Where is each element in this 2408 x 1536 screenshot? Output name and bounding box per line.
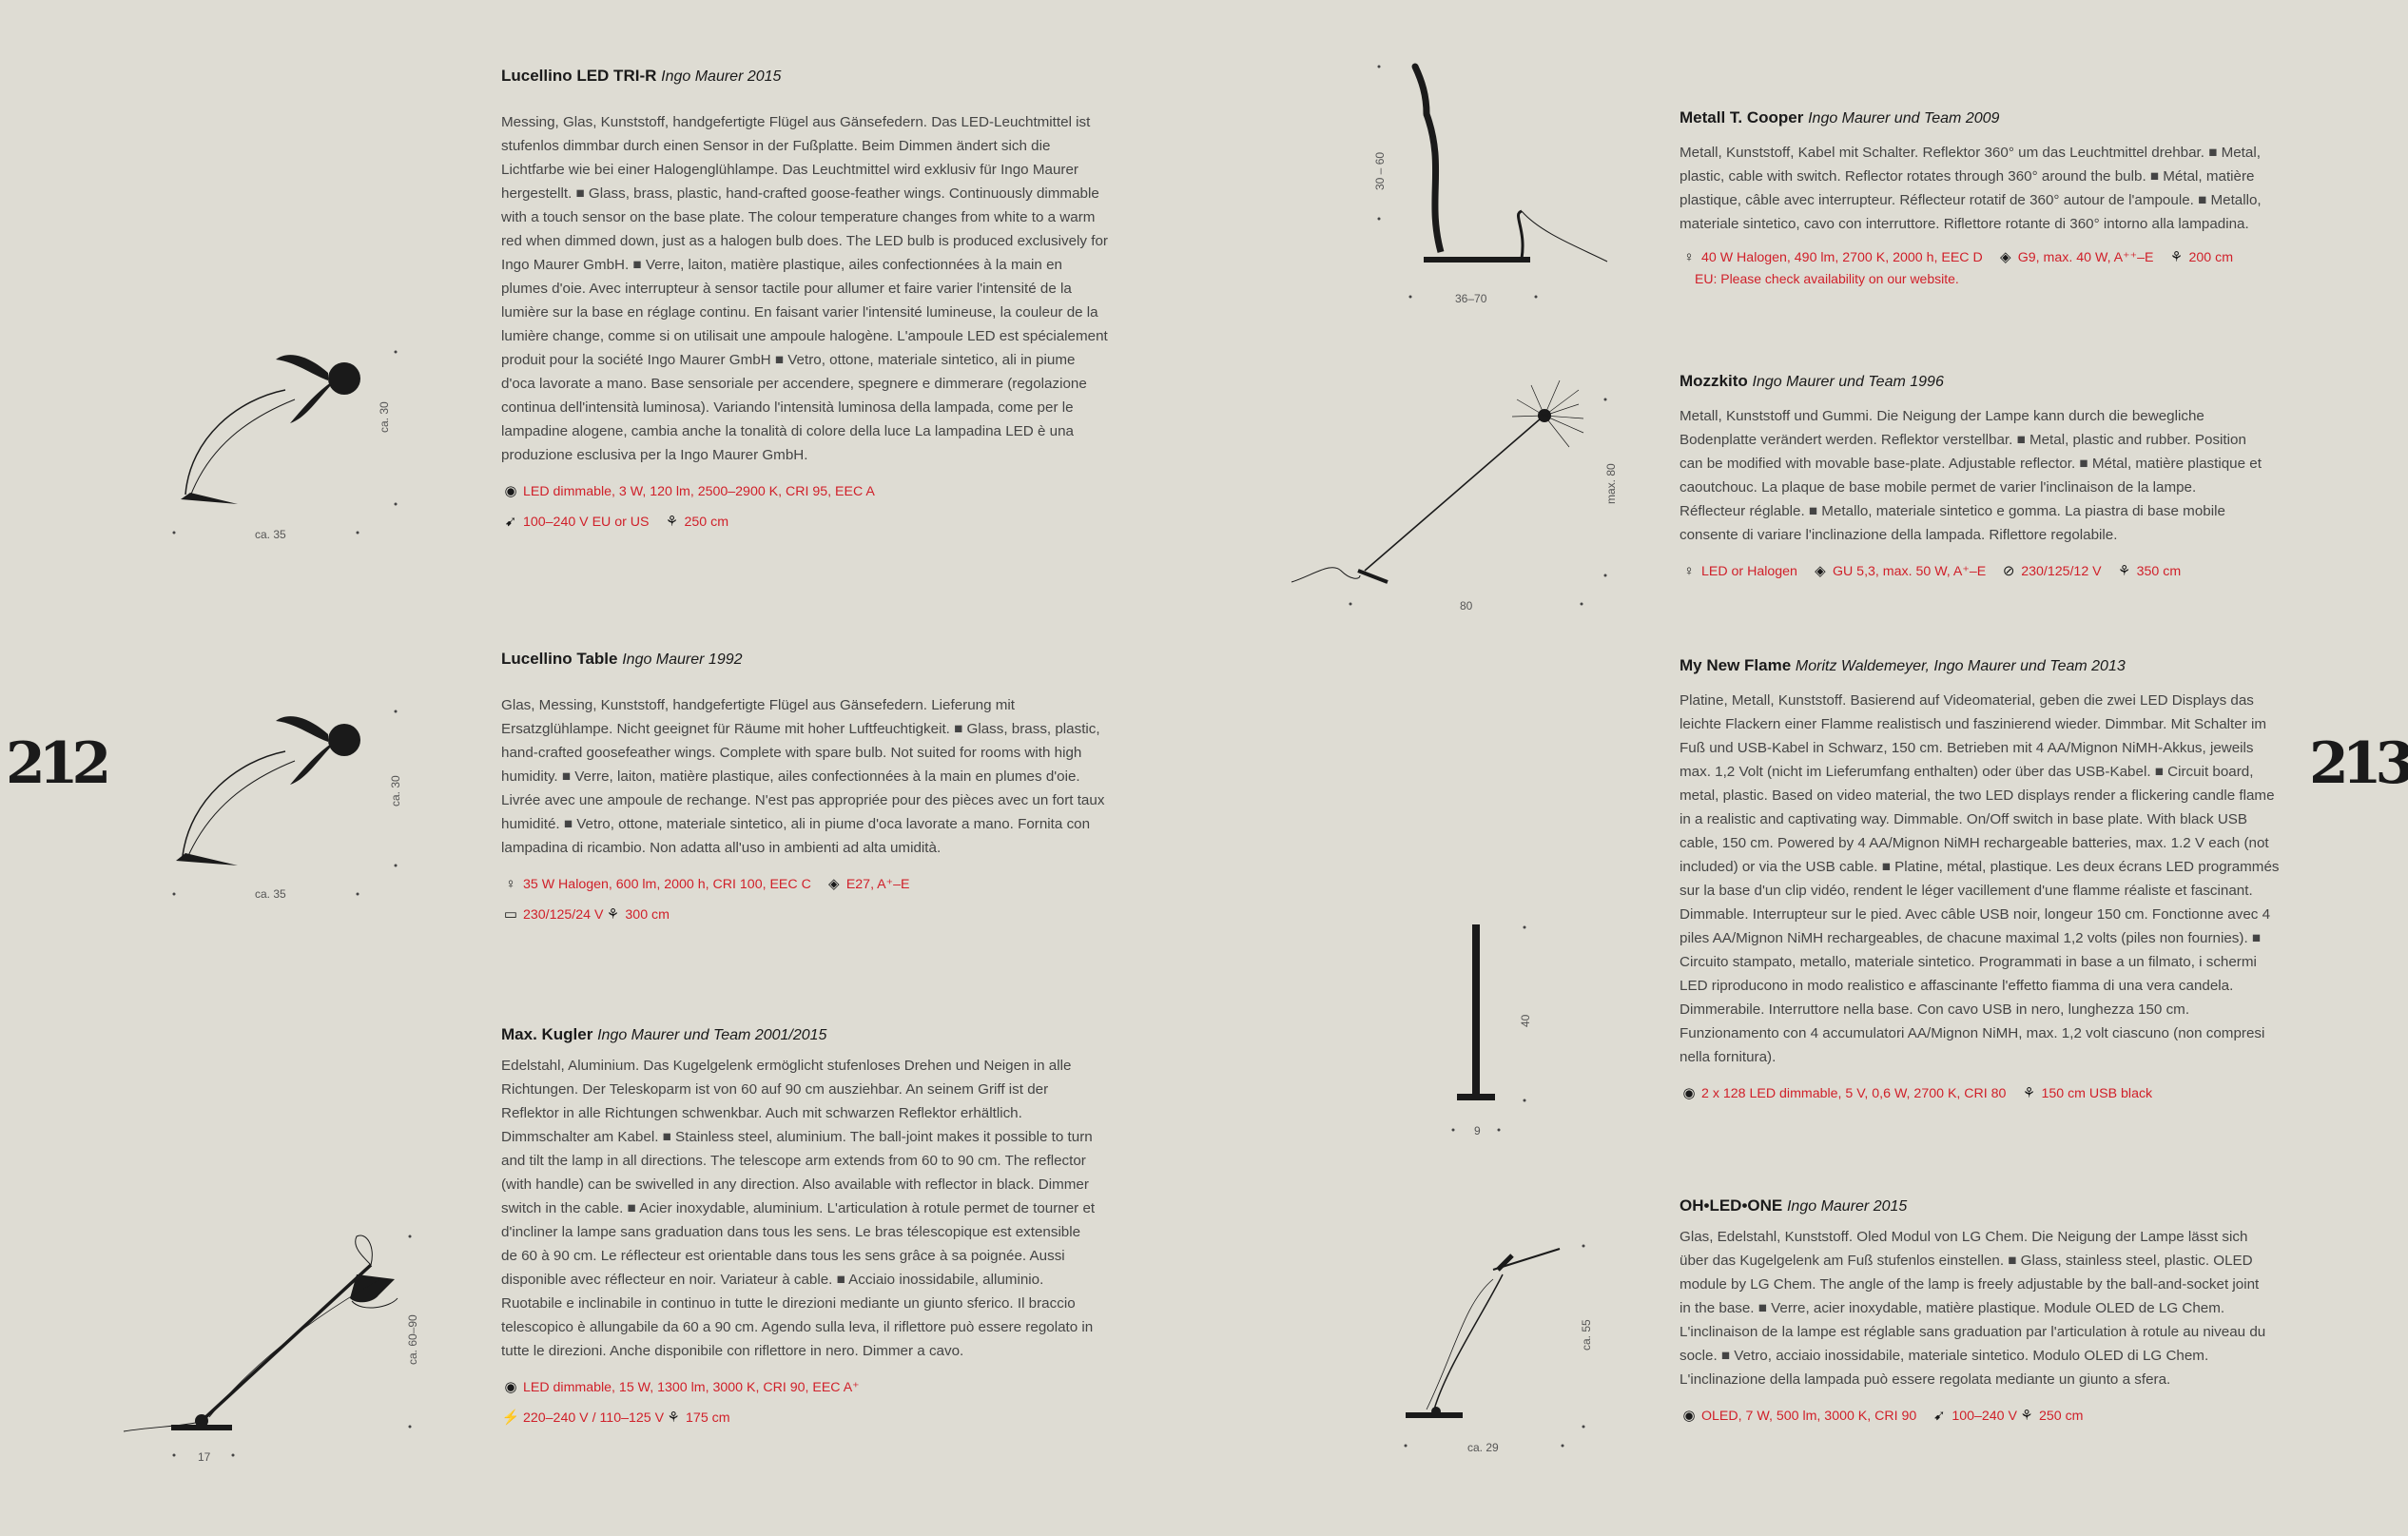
spec-voltage: 100–240 V — [1952, 1409, 2017, 1424]
mozzkito-illustration — [1291, 380, 1583, 582]
plug-icon: ➹ — [1933, 1408, 1946, 1424]
spec-light-source: LED dimmable, 15 W, 1300 lm, 3000 K, CRI 90, EEC A⁺ — [523, 1380, 860, 1395]
spec-line — [1680, 1401, 2274, 1431]
product-title — [1680, 1196, 2274, 1215]
product-designer: Ingo Maurer 2015 — [661, 68, 782, 85]
socket-icon: ◈ — [1815, 563, 1826, 579]
spec-light-source: OLED, 7 W, 500 lm, 3000 K, CRI 90 — [1701, 1409, 1917, 1424]
max-kugler-height: ca. 60–90 — [406, 1314, 419, 1365]
spec-light-source: 2 x 128 LED dimmable, 5 V, 0,6 W, 2700 K, CRI 80 — [1701, 1086, 2007, 1101]
spec-socket: G9, max. 40 W, A⁺⁺–E — [2017, 250, 2154, 265]
spec-socket: E27, A⁺–E — [845, 877, 910, 892]
product-description: Messing, Glas, Kunststoff, handgefertigte Flügel aus Gänsefedern. Das LED-Leuchtmittel ist stufenlos dimmbar durch einen Sensor in der Fußplatte. Beim Dimmen ändert sich die Lichtfarbe wie bei einer Halogenglühlampe. Das Leuchtmittel wird exklusiv für Ingo Maurer hergestellt. ■ Glass, brass, plastic, hand-crafted goose-feather wings. Continuously dimmable with a touch sensor on the base plate. The colour temperature changes from white to a warm red when dimmed down, just as a halogen bulb does. The LED bulb is produced exclusively for Ingo Maurer GmbH. ■ Verre, laiton, matière plastique, ailes confectionnées à la main en plumes d'oie. Avec interrupteur à sensor tactile pour allumer et faire varier l'intensité de la lumière sur la base en réglage continu. En faisant varier l'intensité lumineuse, la couleur de la lumière change, comme si on utilisait une ampoule halogène. L'ampoule LED est spécialement produit pour la société Ingo Maurer GmbH ■ Vetro, ottone, materiale sintetico, ali in piume d'oca lavorate a mano. Base sensoriale per accendere, spegnere e dimmerare (regolazione continua dell'intensità luminosa). Variando l'intensità luminosa della lampada, come per le lampadine alogene, cambia anche la tonalità di colore della luce La lampadina LED è una produzione esclusiva per la Ingo Maurer GmbH. — [501, 114, 1108, 463]
page-number-left: 212 — [6, 730, 106, 797]
spec-line — [501, 869, 1110, 900]
my-new-flame-illustration — [1457, 924, 1495, 1100]
spec-cable: 300 cm — [625, 907, 670, 923]
product-mozzkito — [1680, 372, 2264, 587]
spec-cable: 250 cm — [2038, 1409, 2084, 1424]
halogen-bulb-icon: ♀ — [505, 876, 516, 892]
product-title — [1680, 372, 2264, 391]
cable-icon: ⚘ — [2022, 1085, 2036, 1101]
led-bulb-icon: ◉ — [504, 483, 517, 499]
oh-led-one-height: ca. 55 — [1580, 1319, 1593, 1351]
my-new-flame-width: 9 — [1474, 1124, 1481, 1137]
availability-note: EU: Please check availability on our website. — [1695, 271, 1959, 286]
bulb-icon: ♀ — [1683, 563, 1695, 579]
product-title — [1680, 108, 2264, 127]
product-designer: Ingo Maurer und Team 2009 — [1808, 110, 2000, 126]
page-number-right: 213 — [2309, 730, 2408, 797]
metall-t-cooper-illustration — [1415, 67, 1607, 262]
mozzkito-width: 80 — [1460, 599, 1473, 612]
spec-light-source: 35 W Halogen, 600 lm, 2000 h, CRI 100, EEC C — [523, 877, 811, 892]
spec-line — [1680, 245, 2264, 270]
product-name: My New Flame — [1680, 656, 1792, 674]
product-name: Lucellino LED TRI-R — [501, 67, 657, 85]
product-title — [501, 1025, 1096, 1044]
oh-led-one-illustration — [1406, 1249, 1560, 1418]
max-kugler-width: 17 — [198, 1450, 211, 1464]
product-lucellino-table — [501, 650, 1110, 930]
spec-voltage: 230/125/24 V — [523, 907, 604, 923]
cable-icon: ⚘ — [606, 906, 620, 923]
spec-light-source: 40 W Halogen, 490 lm, 2700 K, 2000 h, EEC D — [1701, 250, 1983, 265]
product-designer: Ingo Maurer 2015 — [1786, 1198, 1908, 1215]
product-designer: Moritz Waldemeyer, Ingo Maurer und Team 2013 — [1795, 658, 2126, 674]
spec-line — [501, 476, 1110, 507]
spec-voltage: 230/125/12 V — [2021, 564, 2102, 579]
transformer-icon: ⊘ — [2002, 563, 2015, 579]
product-name: Max. Kugler — [501, 1025, 593, 1043]
plug-icon: ➹ — [504, 514, 517, 530]
spec-voltage: 220–240 V / 110–125 V — [523, 1410, 665, 1426]
product-name: Lucellino Table — [501, 650, 618, 668]
product-oh-led-one — [1680, 1196, 2274, 1431]
cable-icon: ⚘ — [2169, 249, 2184, 265]
product-my-new-flame — [1680, 656, 2288, 1109]
led-bulb-icon: ◉ — [504, 1379, 517, 1395]
product-lucellino-led — [501, 67, 1110, 537]
cable-icon: ⚘ — [2117, 563, 2131, 579]
spec-line — [501, 507, 1110, 537]
lucellino-table-illustration — [176, 716, 360, 865]
product-metall-t-cooper — [1680, 108, 2264, 287]
spec-cable: 150 cm USB black — [2041, 1086, 2153, 1101]
product-title — [501, 650, 1110, 669]
product-designer: Ingo Maurer und Team 1996 — [1752, 374, 1944, 390]
lucellino-led-height: ca. 30 — [378, 401, 391, 433]
lucellino-led-width: ca. 35 — [255, 528, 286, 541]
product-max-kugler — [501, 1025, 1096, 1433]
max-kugler-illustration — [124, 1235, 398, 1431]
spec-line — [501, 900, 1110, 930]
product-name: Metall T. Cooper — [1680, 108, 1804, 126]
product-description: Metall, Kunststoff und Gummi. Die Neigung der Lampe kann durch die bewegliche Bodenplatte verändert werden. Reflektor verstellbar. ■ Metal, plastic and rubber. Position can be modified with movable base-plate. Adjustable reflector. ■ Métal, matière plastique et caoutchouc. La plaque de base mobile permet de varier l'inclinaison de la lampe. Réflecteur réglable. ■ Metallo, materiale sintetico e gomma. La piastra di base mobile consente di variare l'inclinazione della lampada. Riflettore regolabile. — [1680, 408, 2262, 543]
product-name: Mozzkito — [1680, 372, 1748, 390]
socket-icon: ◈ — [1999, 249, 2011, 265]
socket-icon: ◈ — [828, 876, 840, 892]
led-bulb-icon: ◉ — [1682, 1085, 1696, 1101]
cable-icon: ⚘ — [665, 514, 679, 530]
product-name: OH•LED•ONE — [1680, 1196, 1783, 1215]
lucellino-table-height: ca. 30 — [389, 775, 402, 807]
product-description: Glas, Edelstahl, Kunststoff. Oled Modul von LG Chem. Die Neigung der Lampe lässt sich über das Kugelgelenk am Fuß stufenlos einstellen. ■ Glass, stainless steel, plastic. OLED module by LG Chem. The angle of the lamp is freely adjustable by the ball-and-socket joint in the base. ■ Verre, acier inoxydable, matière plastique. Module OLED de LG Chem. L'inclinaison de la lampe est réglable sans graduation par l'articulation à rotule au niveau du socle. ■ Vetro, acciaio inossidabile, materiale sintetico. Modulo OLED di LG Chem. L'inclinazione della lampada può essere regolata mediante un giunto a sfera. — [1680, 1229, 2266, 1388]
lucellino-led-illustration — [181, 355, 360, 504]
spec-cable: 350 cm — [2136, 564, 2182, 579]
spec-cable: 175 cm — [686, 1410, 730, 1426]
spec-cable: 250 cm — [684, 515, 729, 530]
spec-socket: GU 5,3, max. 50 W, A⁺–E — [1832, 564, 1987, 579]
spec-line — [1680, 1079, 2288, 1109]
spec-line — [501, 1403, 1096, 1433]
my-new-flame-height: 40 — [1519, 1014, 1532, 1027]
metall-t-cooper-width: 36–70 — [1455, 292, 1487, 305]
product-designer: Ingo Maurer 1992 — [622, 651, 743, 668]
spec-light-source: LED dimmable, 3 W, 120 lm, 2500–2900 K, CRI 95, EEC A — [523, 484, 875, 499]
product-title — [1680, 656, 2288, 675]
spec-voltage: 100–240 V EU or US — [523, 515, 650, 530]
cable-icon: ⚘ — [2020, 1408, 2033, 1424]
lucellino-table-width: ca. 35 — [255, 887, 286, 901]
oh-led-one-width: ca. 29 — [1467, 1441, 1499, 1454]
spec-line — [1680, 556, 2264, 587]
power-icon: ⚡ — [501, 1410, 520, 1426]
spec-cable: 200 cm — [2188, 250, 2234, 265]
oled-icon: ◉ — [1682, 1408, 1696, 1424]
metall-t-cooper-height: 30 – 60 — [1373, 151, 1387, 190]
product-description: Glas, Messing, Kunststoff, handgefertigte Flügel aus Gänsefedern. Lieferung mit Ersatzglühlampe. Nicht geeignet für Räume mit hoher Luftfeuchtigkeit. ■ Glass, brass, plastic, hand-crafted goosefeather wings. Complete with spare bulb. Not suited for rooms with high humidity. ■ Verre, laiton, matière plastique, ailes confectionnées à la main en plumes d'oie. Livrée avec une ampoule de rechange. N'est pas appropriée pour des pièces avec un fort taux humidité. ■ Vetro, ottone, materiale sintetico, ali in piume d'oca lavorate a mano. Fornita con lampadina di ricambio. Non adatta all'uso in ambienti ad alta umidità. — [501, 697, 1105, 856]
mozzkito-height: max. 80 — [1604, 463, 1618, 504]
halogen-bulb-icon: ♀ — [1683, 249, 1695, 265]
product-description: Edelstahl, Aluminium. Das Kugelgelenk ermöglicht stufenloses Drehen und Neigen in alle Richtungen. Der Teleskoparm ist von 60 auf 90 cm ausziehbar. An seinem Griff ist der Reflektor in alle Richtungen schwenkbar. Auch mit schwarzen Reflektor erhältlich. Dimmschalter am Kabel. ■ Stainless steel, aluminium. The ball-joint makes it possible to turn and tilt the lamp in all directions. The telescope arm extends from 60 to 90 cm. The reflector (with handle) can be swivelled in any direction. Also available with reflector in black. Dimmer switch in the cable. ■ Acier inoxydable, aluminium. L'articulation à rotule permet de tourner et d'incliner la lampe sans graduation dans tous les sens. Le bras télescopique est extensible de 60 à 90 cm. Le réflecteur est orientable dans tous les sens grâce à sa poignée. Aussi disponible avec réflecteur en noir. Variateur à cable. ■ Acciaio inossidabile, alluminio. Ruotabile e inclinabile in continuo in tutte le direzioni mediante un giunto sferico. Il braccio telescopico è allungabile da 60 a 90 cm. Agendo sulla leva, il riflettore può essere regolato in tutte le direzioni. Anche disponibile con riflettore in nero. Dimmer a cavo. — [501, 1058, 1096, 1359]
cable-icon: ⚘ — [667, 1410, 680, 1426]
spec-light-source: LED or Halogen — [1701, 564, 1797, 579]
product-description: Metall, Kunststoff, Kabel mit Schalter. Reflektor 360° um das Leuchtmittel drehbar. ■ Metal, plastic, cable with switch. Reflector rotates through 360° around the bulb. ■ Métal, matière plastique, câble avec interrupteur. Réflecteur rotatif de 360° autour de l'ampoule. ■ Metallo, materiale sintetico, cavo con interruttore. Riflettore rotante di 360° intorno alla lampadina. — [1680, 145, 2262, 232]
product-designer: Ingo Maurer und Team 2001/2015 — [597, 1027, 827, 1043]
product-title — [501, 67, 1110, 86]
transformer-icon: ▭ — [503, 906, 518, 923]
product-description: Platine, Metall, Kunststoff. Basierend auf Videomaterial, geben die zwei LED Displays das leichte Flackern einer Flamme realistisch und faszinierend wieder. Dimmbar. Mit Schalter im Fuß und USB-Kabel in Schwarz, 150 cm. Betrieben mit 4 AA/Mignon NiMH-Akkus, jeweils max. 1,2 Volt (nicht im Lieferumfang enthalten) oder über das USB-Kabel. ■ Circuit board, metal, plastic. Based on video material, the two LED displays render a flickering candle flame in a realistic and captivating way. Dimmable. On/Off switch in base plate. With black USB cable, 150 cm. Powered by 4 AA/Mignon NiMH rechargeable batteries, max. 1.2 V each (not included) or via the USB cable. ■ Platine, métal, plastique. Les deux écrans LED programmés sur la base d'un clip vidéo, rendent le léger vacillement d'une flamme réaliste et fascinant. Dimmable. Interrupteur sur le pied. Avec câble USB noir, longeur 150 cm. Fonctionne avec 4 piles AA/Mignon NiMH rechargeables, de chacune maximal 1,2 volts (piles non fournies). ■ Circuito stampato, metallo, materiale sintetico. Programmati in base a un filmato, i schermi LED riproducono in modo realistico e affascinante l'effetto fiamma di una vera candela. Dimmerabile. Interruttore nella base. Con cavo USB in nero, lunghezza 150 cm. Funzionamento con 4 accumulatori AA/Mignon NiMH, max. 1,2 volt ciascuno (non compresi nella fornitura). — [1680, 692, 2280, 1065]
spec-line — [501, 1372, 1096, 1403]
